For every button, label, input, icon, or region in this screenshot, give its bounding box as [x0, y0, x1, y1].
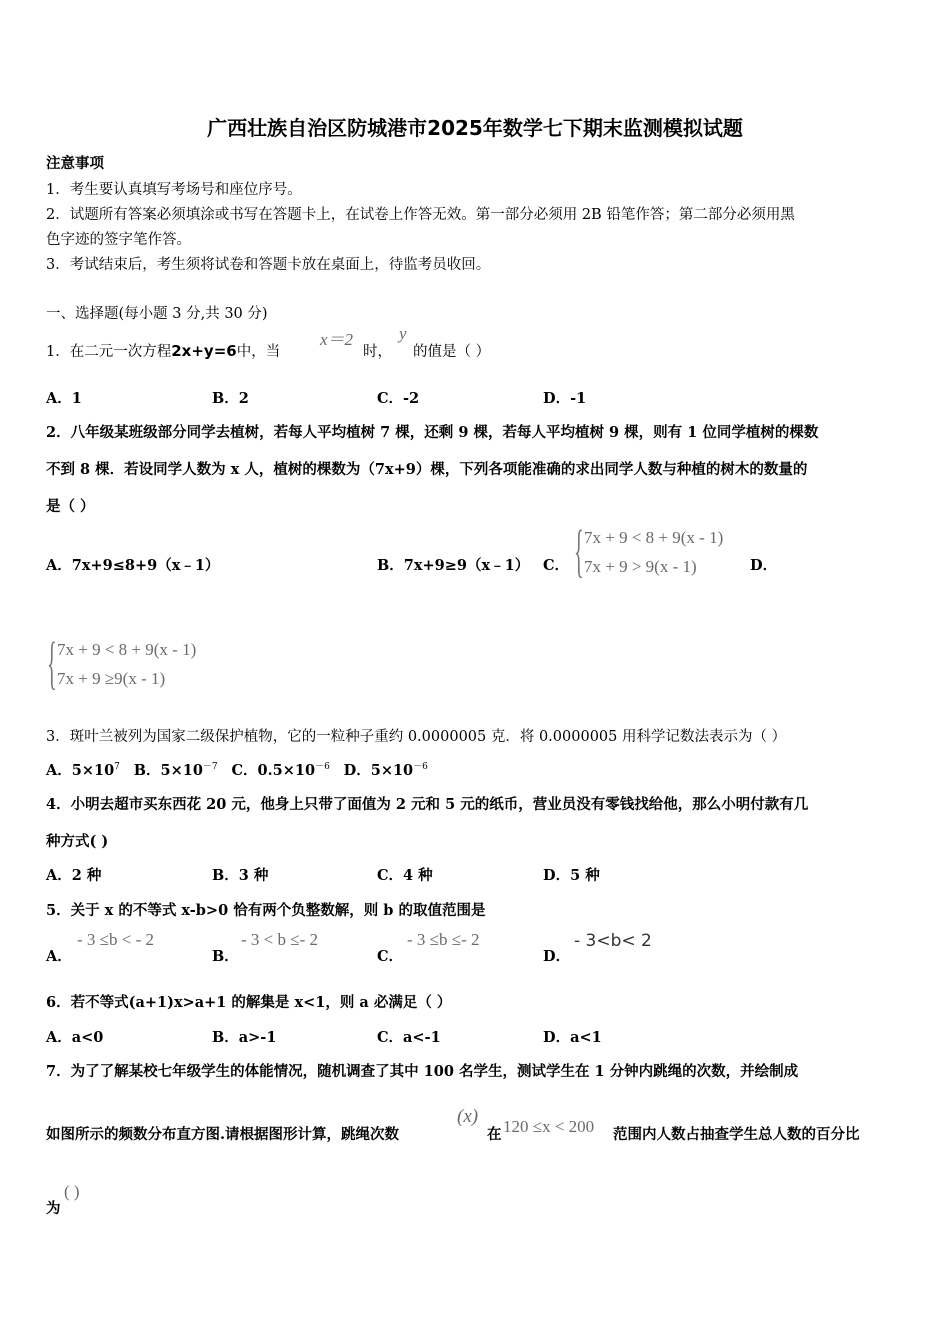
q2-option-d-ineq: 7x + 9 < 8 + 9(x - 1) [57, 640, 197, 659]
page-title: 广西壮族自治区防城港市2025年数学七下期末监测模拟试题 [207, 116, 743, 140]
q5-option-b-expr: - 3 < b ≤- 2 [241, 930, 318, 949]
q3-option-c-exponent: －6 [315, 762, 330, 772]
brace-icon: { [47, 630, 57, 695]
q7-line: 7．为了了解某校七年级学生的体能情况，随机调查了其中 100 名学生，测试学生在 1 分钟内跳绳的次数，并绘制成 [46, 1063, 799, 1080]
notice-item: 色字迹的签字笔作答。 [46, 232, 191, 248]
question-1 [46, 340, 280, 361]
brace-icon: { [574, 518, 584, 583]
q2-option-c-label: C． [543, 557, 570, 574]
q4-line: 4．小明去超市买东西花 20 元，他身上只带了面值为 2 元和 5 元的纸币，营业员没有零钱找给他，那么小明付款有几 [46, 796, 809, 813]
q3-option-b-exponent: －7 [202, 762, 218, 772]
q2-option-b: B．7x+9≥9（x﹣1） [377, 557, 530, 574]
q4-option-b: B．3 种 [212, 867, 269, 884]
q2-option-a: A．7x+9≤8+9（x﹣1） [46, 557, 220, 574]
q3-options [46, 759, 428, 780]
question-3: 3．斑叶兰被列为国家二级保护植物，它的一粒种子重约 0.0000005 克．将 0.0000005 用科学记数法表示为（ ） [46, 729, 787, 745]
q7-text: 在 [487, 1126, 502, 1143]
q1-option-d: D．-1 [543, 390, 587, 407]
q1-equation: 2x+y=6 [171, 342, 237, 360]
q6-option-d: D．a<1 [543, 1029, 602, 1046]
q2-option-d-ineq: 7x + 9 ≥9(x - 1) [57, 669, 166, 688]
q3-option-a: A．5×10 [46, 762, 115, 779]
q7-answer-blank: ( ) [64, 1182, 80, 1201]
q5-option-b-label: B． [212, 948, 239, 965]
q6-option-a: A．a<0 [46, 1029, 104, 1046]
q5-option-a-label: A． [46, 948, 72, 965]
q3-option-d-exponent: －6 [413, 762, 428, 772]
q3-option-d: D．5×10 [343, 762, 414, 779]
q6-option-b: B．a>-1 [212, 1029, 277, 1046]
notice-heading: 注意事项 [46, 156, 104, 172]
q2-option-c-ineq: 7x + 9 > 9(x - 1) [584, 557, 697, 576]
q5-option-d-expr: - 3<b< 2 [574, 931, 652, 951]
q3-option-b: B．5×10 [133, 762, 203, 779]
q2-option-c-ineq: 7x + 9 < 8 + 9(x - 1) [584, 528, 724, 547]
q1-option-b: B．2 [212, 390, 249, 407]
q4-option-a: A．2 种 [46, 867, 102, 884]
q3-option-c: C．0.5×10 [231, 762, 316, 779]
q1-text: 时， [363, 344, 392, 360]
q5-option-c-label: C． [377, 948, 404, 965]
q4-option-c: C．4 种 [377, 867, 433, 884]
notice-item: 3．考试结束后，考生须将试卷和答题卡放在桌面上，待监考员收回。 [46, 257, 491, 273]
q1-option-a: A．1 [46, 390, 82, 407]
q1-text: 的值是（ ） [413, 344, 491, 360]
q5-option-d-label: D． [543, 948, 571, 965]
q7-math-x: (x) [457, 1106, 479, 1127]
notice-item: 2．试题所有答案必须填涂或书写在答题卡上，在试卷上作答无效。第一部分必须用 2B 铅笔作答；第二部分必须用黑 [46, 207, 795, 223]
q7-math-range: 120 ≤x < 200 [503, 1117, 595, 1136]
q5-option-c-expr: - 3 ≤b ≤- 2 [407, 930, 480, 949]
q2-line: 是（ ） [46, 498, 95, 515]
q6-option-c: C．a<-1 [377, 1029, 441, 1046]
q2-line: 2．八年级某班级部分同学去植树，若每人平均植树 7 棵，还剩 9 棵，若每人平均植树 9 棵，则有 1 位同学植树的棵数 [46, 424, 819, 441]
q1-math-y: y [399, 324, 407, 343]
q1-text: 1．在二元一次方程 [46, 344, 172, 360]
q1-math-x: x＝2 [320, 330, 354, 349]
q2-option-d-label: D． [750, 557, 778, 574]
q2-line: 不到 8 棵．若设同学人数为 x 人，植树的棵数为（7x+9）棵，下列各项能准确的求出同学人数与种植的树木的数量的 [46, 461, 808, 478]
q4-option-d: D．5 种 [543, 867, 600, 884]
section-heading: 一、选择题(每小题 3 分,共 30 分) [46, 306, 268, 322]
question-5: 5．关于 x 的不等式 x-b>0 恰有两个负整数解，则 b 的取值范围是 [46, 902, 486, 919]
notice-item: 1．考生要认真填写考场号和座位序号。 [46, 182, 302, 198]
q1-option-c: C．-2 [377, 390, 420, 407]
q5-option-a-expr: - 3 ≤b < - 2 [77, 930, 154, 949]
question-6: 6．若不等式(a+1)x>a+1 的解集是 x<1，则 a 必满足（ ） [46, 994, 452, 1011]
q3-option-a-exponent: 7 [114, 762, 120, 772]
q1-text: 中，当 [236, 344, 281, 360]
q7-text: 范围内人数占抽查学生总人数的百分比 [613, 1126, 860, 1143]
q7-text: 如图所示的频数分布直方图.请根据图形计算，跳绳次数 [46, 1126, 400, 1143]
q7-text: 为 [46, 1200, 61, 1217]
q4-line: 种方式( ) [46, 833, 109, 850]
